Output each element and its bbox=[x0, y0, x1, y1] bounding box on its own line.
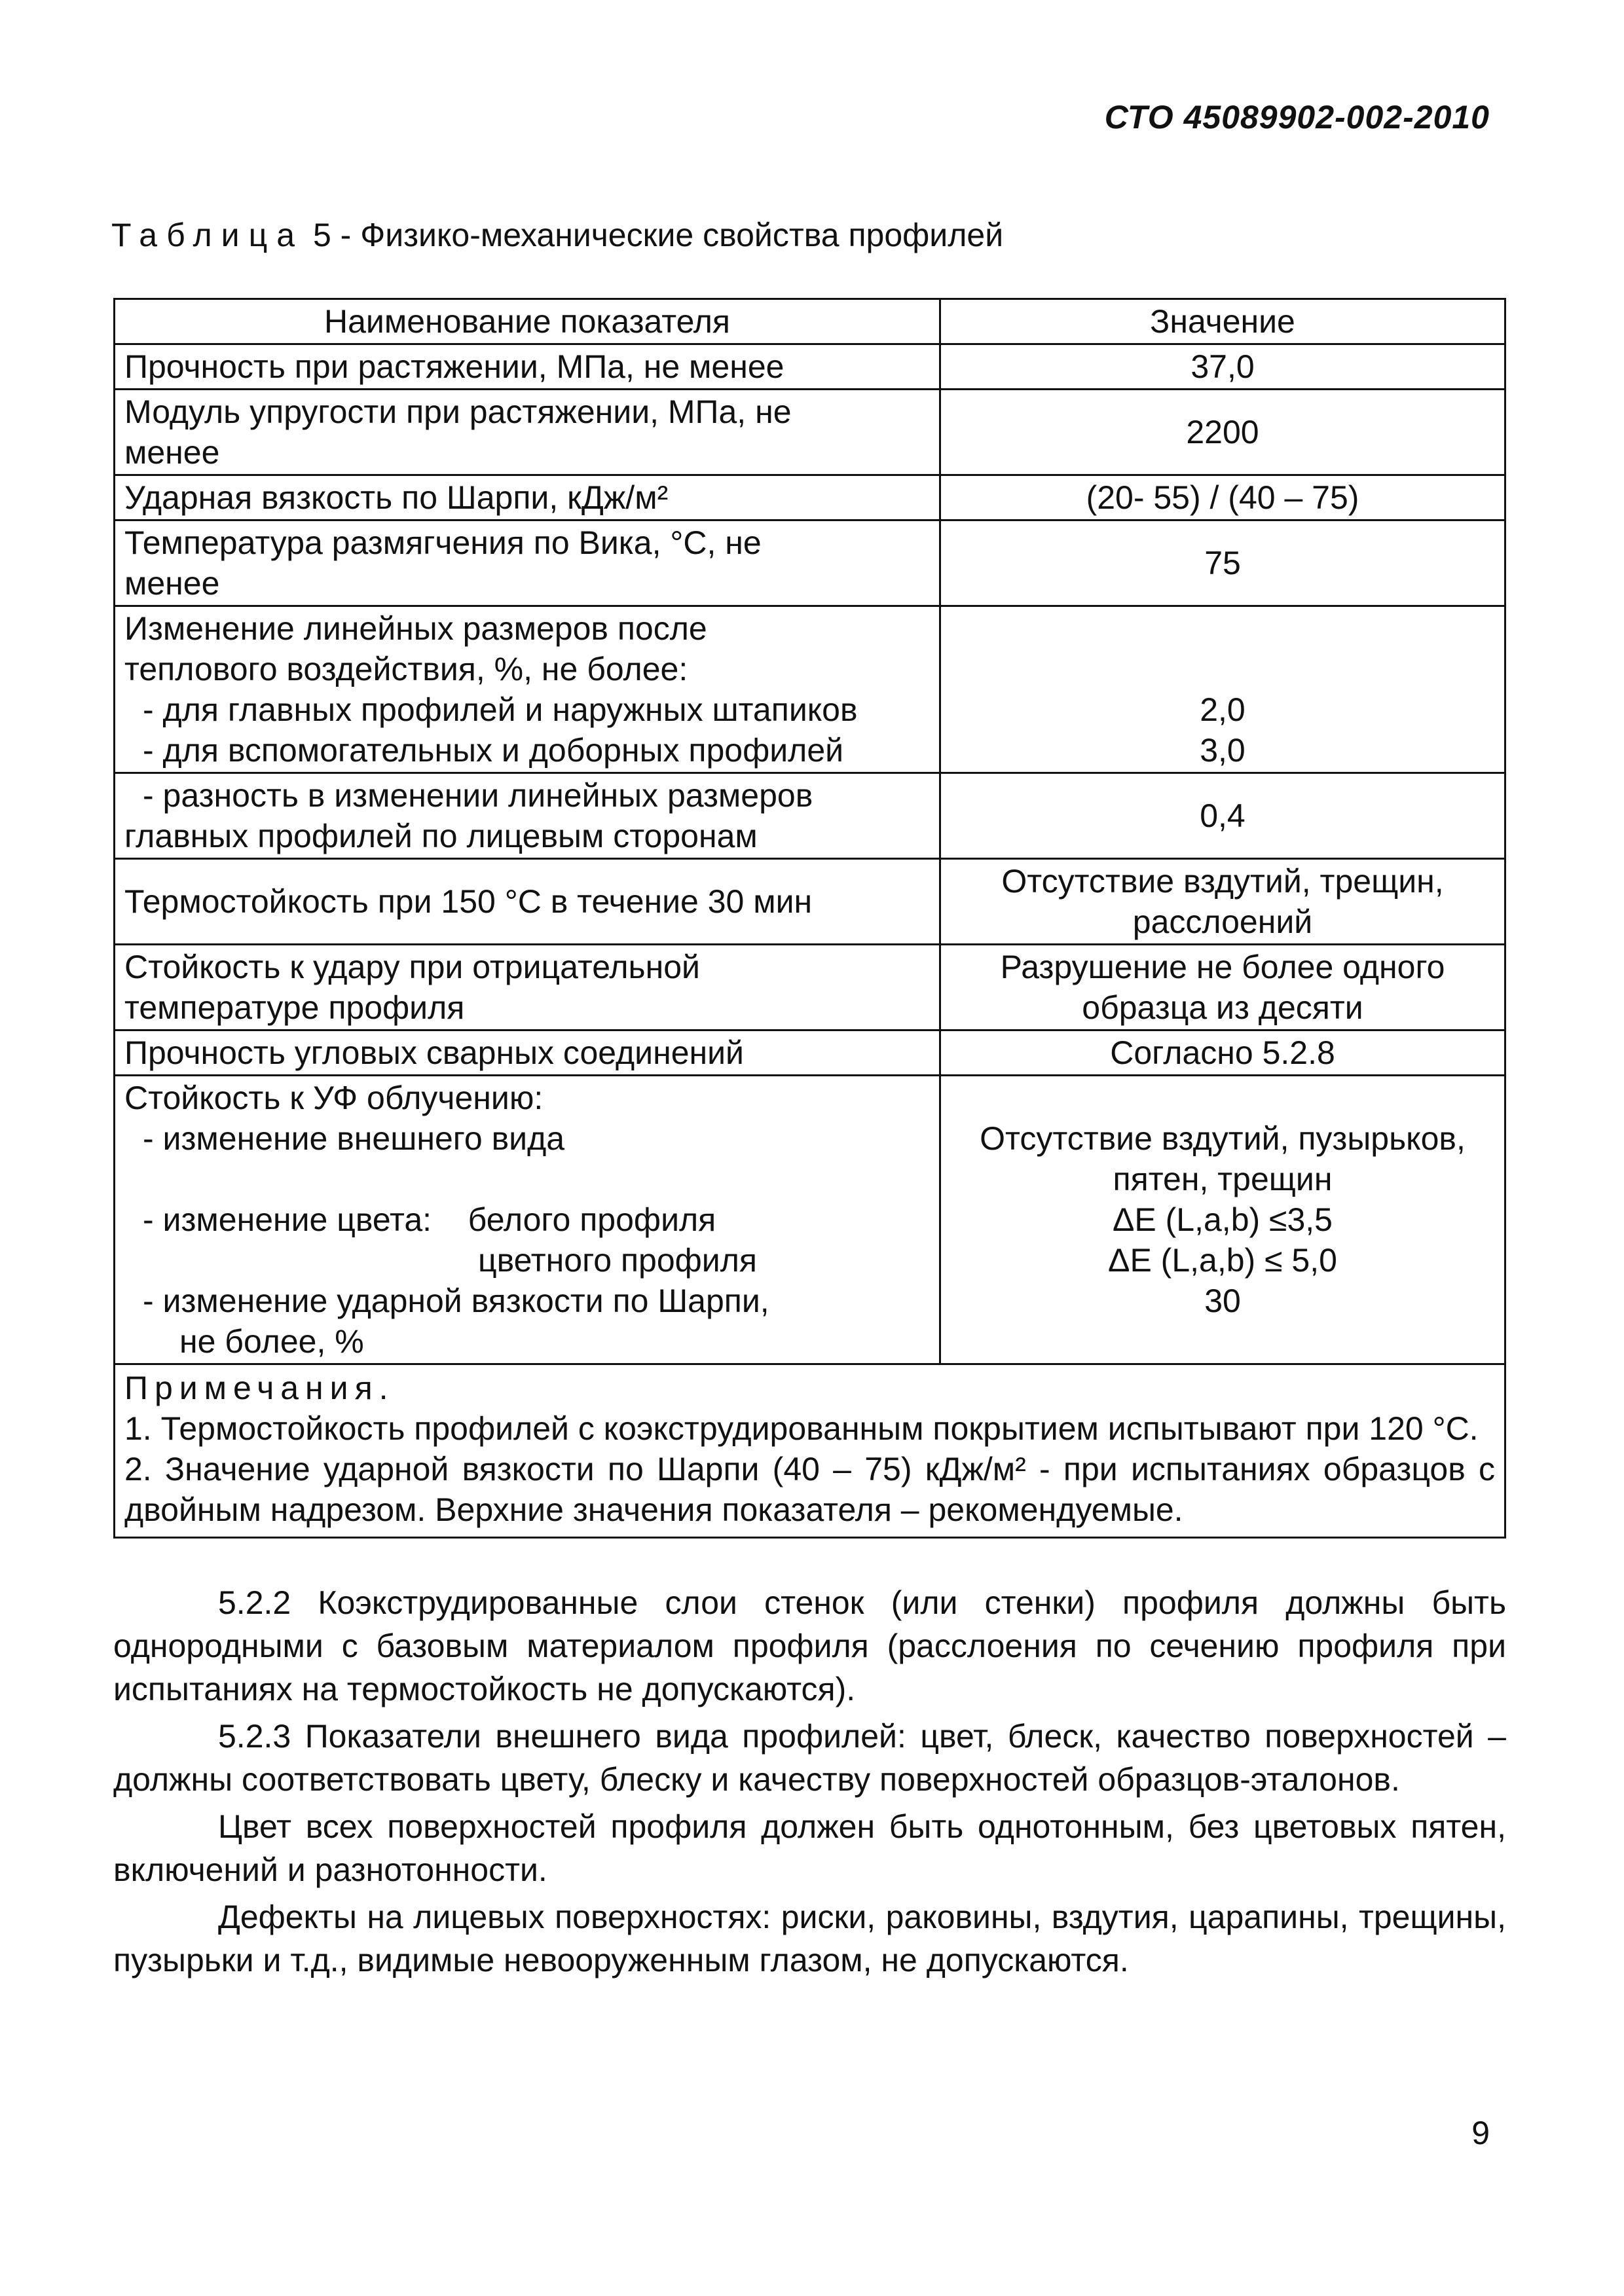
table-row bbox=[115, 520, 1505, 606]
column-header-name: Наименование показателя bbox=[115, 299, 940, 344]
cell-line bbox=[950, 1321, 1495, 1362]
cell-line: Стойкость к УФ облучению: bbox=[124, 1080, 544, 1116]
row-value-cell bbox=[940, 1076, 1505, 1364]
cell-line: Прочность угловых сварных соединений bbox=[124, 1034, 744, 1071]
properties-table bbox=[113, 298, 1506, 1539]
cell-line: Ударная вязкость по Шарпи, кДж/м² bbox=[124, 479, 669, 516]
cell-line: ΔE (L,a,b) ≤ 5,0 bbox=[1108, 1242, 1337, 1279]
table-row bbox=[115, 859, 1505, 945]
row-name-cell bbox=[115, 773, 940, 859]
cell-line: (20- 55) / (40 – 75) bbox=[1086, 479, 1359, 516]
cell-line: Стойкость к удару при отрицательной bbox=[124, 949, 700, 985]
table-row bbox=[115, 344, 1505, 390]
cell-line: 37,0 bbox=[1190, 348, 1255, 385]
cell-line: Прочность при растяжении, МПа, не менее bbox=[124, 348, 784, 385]
paragraph: Цвет всех поверхностей профиля должен быть однотонным, без цветовых пятен, включений и разнотонности. bbox=[113, 1808, 1506, 1888]
notes-row bbox=[115, 1364, 1505, 1538]
paragraph: 5.2.2 Коэкструдированные слои стенок (или стенки) профиля должны быть однородными с базовым материалом профиля (расслоения по сечению профиля при испытаниях на термостойкость не допускаются). bbox=[113, 1584, 1506, 1707]
table-caption bbox=[111, 216, 1003, 254]
row-name-cell bbox=[115, 606, 940, 773]
cell-line: Изменение линейных размеров после bbox=[124, 610, 707, 647]
cell-line: 0,4 bbox=[1200, 797, 1246, 834]
row-value-cell bbox=[940, 1030, 1505, 1076]
cell-line: Термостойкость при 150 °С в течение 30 мин bbox=[124, 883, 813, 920]
cell-line bbox=[124, 1159, 930, 1199]
row-value-cell bbox=[940, 945, 1505, 1030]
row-name-cell bbox=[115, 475, 940, 520]
cell-line: 30 bbox=[1204, 1283, 1241, 1319]
row-value-cell bbox=[940, 520, 1505, 606]
cell-line: цветного профиля bbox=[478, 1242, 757, 1279]
note-item: 2. Значение ударной вязкости по Шарпи (40 – 75) кДж/м² - при испытаниях образцов с двойным надрезом. Верхние значения показателя – рекомендуемые. bbox=[124, 1451, 1495, 1528]
row-name-cell bbox=[115, 1076, 940, 1364]
note-item: 1. Термостойкость профилей с коэкструдированным покрытием испытывают при 120 °С. bbox=[124, 1410, 1479, 1447]
table-caption-text: 5 - Физико-механические свойства профилей bbox=[312, 217, 1004, 253]
notes-cell bbox=[115, 1364, 1505, 1538]
cell-line: менее bbox=[124, 565, 220, 602]
document-code: СТО 45089902-002-2010 bbox=[1104, 99, 1490, 136]
row-name-cell bbox=[115, 390, 940, 475]
row-value-cell bbox=[940, 859, 1505, 945]
paragraph: 5.2.3 Показатели внешнего вида профилей: цвет, блеск, качество поверхностей – должны соответствовать цвету, блеску и качеству поверхностей образцов-эталонов. bbox=[113, 1718, 1506, 1798]
cell-line: Модуль упругости при растяжении, МПа, не bbox=[124, 393, 792, 430]
table-row bbox=[115, 945, 1505, 1030]
table-row bbox=[115, 773, 1505, 859]
cell-line: ΔE (L,a,b) ≤3,5 bbox=[1113, 1201, 1333, 1238]
table-row bbox=[115, 475, 1505, 520]
cell-line: 75 bbox=[1204, 545, 1241, 581]
cell-line bbox=[950, 1078, 1495, 1118]
row-name-cell bbox=[115, 859, 940, 945]
cell-line: 2,0 bbox=[1200, 691, 1246, 728]
cell-line: Отсутствие вздутий, трещин, bbox=[1001, 863, 1444, 900]
cell-line: Разрушение не более одного bbox=[1000, 949, 1445, 985]
row-name-cell bbox=[115, 344, 940, 390]
table-row bbox=[115, 1030, 1505, 1076]
cell-line: менее bbox=[124, 434, 220, 471]
row-name-cell bbox=[115, 1030, 940, 1076]
table-row bbox=[115, 390, 1505, 475]
cell-line: температуре профиля bbox=[124, 989, 465, 1026]
paragraph: Дефекты на лицевых поверхностях: риски, раковины, вздутия, царапины, трещины, пузырьки и т.д., видимые невооруженным глазом, не допускаются. bbox=[113, 1899, 1506, 1978]
cell-line: - изменение ударной вязкости по Шарпи, bbox=[143, 1283, 769, 1319]
cell-line: главных профилей по лицевым сторонам bbox=[124, 818, 758, 854]
cell-line: - изменение цвета: белого профиля bbox=[143, 1201, 716, 1238]
page-number: 9 bbox=[1471, 2115, 1490, 2151]
cell-line: 3,0 bbox=[1200, 732, 1246, 769]
cell-line: пятен, трещин bbox=[1113, 1161, 1333, 1197]
table-row bbox=[115, 1076, 1505, 1364]
cell-line: не более, % bbox=[179, 1323, 364, 1360]
cell-line: - для главных профилей и наружных штапиков bbox=[143, 691, 858, 728]
row-value-cell bbox=[940, 475, 1505, 520]
cell-line: - для вспомогательных и доборных профилей bbox=[143, 732, 844, 769]
table-header-row bbox=[115, 299, 1505, 344]
notes-title: Примечания. bbox=[124, 1370, 395, 1406]
cell-line: расслоений bbox=[1132, 903, 1313, 940]
table-row bbox=[115, 606, 1505, 773]
row-value-cell bbox=[940, 606, 1505, 773]
cell-line: - изменение внешнего вида bbox=[143, 1120, 565, 1157]
cell-line: - разность в изменении линейных размеров bbox=[143, 777, 813, 814]
row-name-cell bbox=[115, 520, 940, 606]
cell-line: Согласно 5.2.8 bbox=[1110, 1034, 1335, 1071]
cell-line: 2200 bbox=[1186, 414, 1259, 450]
column-header-value: Значение bbox=[940, 299, 1505, 344]
table-caption-prefix: Таблица bbox=[111, 217, 304, 253]
cell-line: теплового воздействия, %, не более: bbox=[124, 651, 688, 687]
row-name-cell bbox=[115, 945, 940, 1030]
row-value-cell bbox=[940, 773, 1505, 859]
cell-line: Отсутствие вздутий, пузырьков, bbox=[980, 1120, 1466, 1157]
row-value-cell bbox=[940, 390, 1505, 475]
body-text bbox=[113, 1581, 1506, 1986]
cell-line: Температура размягчения по Вика, °С, не bbox=[124, 524, 762, 561]
row-value-cell bbox=[940, 344, 1505, 390]
cell-line: образца из десяти bbox=[1082, 989, 1363, 1026]
